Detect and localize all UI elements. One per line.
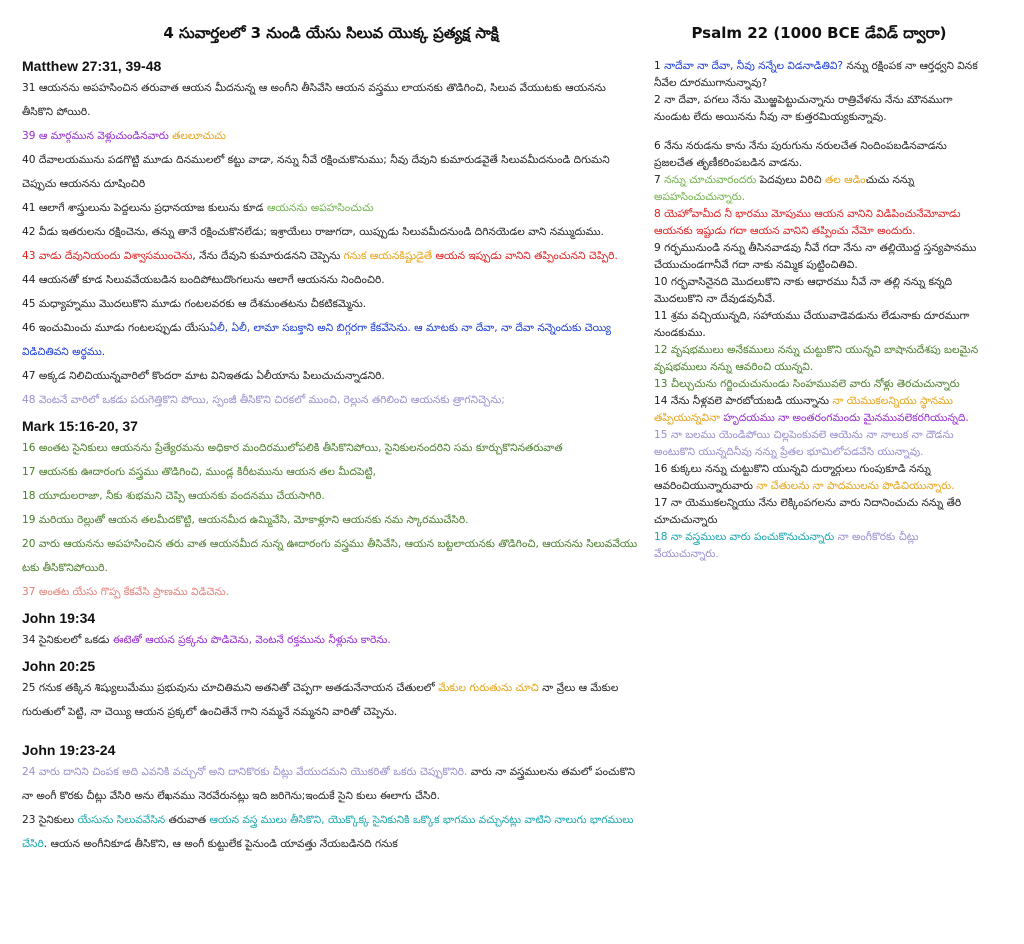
scripture-reference: Matthew 27:31, 39-48 [22, 58, 162, 74]
verse-segment: నాదేవా నా దేవా, నీవు నన్నేల విడనాడితివి? [664, 60, 844, 72]
gospel-verse [22, 460, 640, 484]
verse-segment: నా అంగీకొరకు చీట్లు వేయుచున్నారు. [654, 531, 919, 560]
verse-segment: నన్ను రక్షింపక నా ఆర్తధ్వని వినక నీవేల దూరముగానున్నావు? [654, 60, 978, 89]
verse-segment: 17 నా యెముకలన్నియు నేను లెక్కింపగలను వారు నిదానించుచు నన్ను తేరి చూచుచున్నారు [654, 497, 962, 526]
verse-segment: నా యెముకలన్నియు స్థానము తప్పియున్నవినా [654, 395, 953, 424]
psalm-verse [654, 342, 984, 376]
verse-segment: 43 వాడు దేవునియందు విశ్వాసముంచెను [22, 250, 193, 262]
gospel-verse [22, 628, 640, 652]
verse-spacer [654, 126, 984, 138]
verse-segment: తల ఆడిం [825, 174, 866, 186]
verse-segment: 41 ఆలాగే శాస్త్రులును పెద్దలును ప్రధానయాజ కులును కూడ [22, 202, 267, 214]
verse-segment: , నేను దేవుని కుమారుడనని చెప్పెను [192, 250, 344, 262]
verse-segment: 11 శ్రమ వచ్చియున్నది, సహాయము చేయువాడెవడును లేడునాకు దూరముగా నుండకుము. [654, 310, 970, 339]
verse-segment: . ఆయన అంగీనికూడ తీసికొని, ఆ అంగీ కుట్టులేక పైనుండి యావత్తు నేయబడినది గనుక [43, 838, 398, 850]
verse-segment: 48 వెంటనే వారిలో ఒకడు పరుగెత్తికొని పోయి, స్పంజీ తీసికొని చిరకలో ముంచి, రెల్లున తగిలించి ఆయనకు త్రాగనిచ్చెను; [22, 394, 505, 406]
scripture-reference: Mark 15:16-20, 37 [22, 418, 138, 434]
verse-segment: 16 అంతట సైనికులు ఆయనను ప్రేత్యేరమను అధికార మందిరములోపలికి తీసికొనిపోయి, సైనికులనందరిని సమ కూర్చుకొనినతరువాత [22, 442, 563, 454]
gospel-verse [22, 76, 640, 124]
gospels-column [22, 0, 640, 856]
verse-segment: 37 [22, 586, 39, 598]
verse-segment: 16 కుక్కలు నన్ను చుట్టుకొని యున్నవి దుర్మార్గులు గుంపుకూడి నన్ను ఆవరించియున్నారువారు [654, 463, 931, 492]
verse-segment: నన్ను చూచువారందరు [664, 174, 757, 186]
verse-segment: 17 ఆయనకు ఊదారంగు వస్త్రము తొడిగించి, ముండ్ల కిరీటమును ఆయన తల మీదపెట్టి, [22, 466, 377, 478]
psalm-verse [654, 461, 984, 495]
verse-segment: చుచు నన్ను [865, 174, 915, 186]
verse-segment: నా చేతులను నా పాదములను పొడిచియున్నారు. [756, 480, 955, 492]
verse-segment: 8 యెహోవామీద నీ భారము మోపుము ఆయన వానిని విడిపించునేమోవాడు ఆయనకు ఇష్టుడు గదా ఆయన వానిని తప్పించు నేమో అందురు. [654, 208, 961, 237]
gospel-verse [22, 220, 640, 244]
verse-segment: 45 మధ్యాహ్నము మొదలుకొని మూడు గంటలవరకు ఆ దేశమంతటను చీకటికమ్మెను. [22, 298, 367, 310]
verse-segment: 18 యూదులరాజా, నీకు శుభమని చెప్పి ఆయనకు వందనము చేయసాగిరి. [22, 490, 325, 502]
verse-segment: 2 నా దేవా, పగలు నేను మొఱ్ఱపెట్టుచున్నాను రాత్రివేళను నేను మౌనముగా నుండుట లేదు అయినను నీవు నా కుత్తరమియ్యకున్నావు. [654, 94, 953, 123]
verse-segment: తరువాత [165, 814, 210, 826]
psalm-verse [654, 308, 984, 342]
gospel-verse [22, 808, 640, 856]
verse-segment: 19 మరియు రెల్లుతో ఆయన తలమీదకొట్టి, ఆయనమీద ఉమ్మివేసి, మోకాళ్లూని ఆయనకు నమ స్కారముచేసిరి. [22, 514, 469, 526]
gospel-verse [22, 436, 640, 460]
psalm-verse [654, 274, 984, 308]
verse-segment: 44 ఆయనతో కూడ సిలువవేయబడిన బందిపోటుదొంగలును ఆలాగే ఆయనను నిందించిరి. [22, 274, 385, 286]
scripture-reference: John 19:23-24 [22, 742, 116, 758]
verse-segment: 24 వారు దానిని చింపక అది ఎవనికి వచ్చునో అని దానికొరకు చీట్లు వేయుదమని యొకరితో ఒకరు చెప్పుకొనిరి. [22, 766, 468, 778]
psalm-verse [654, 206, 984, 240]
verse-segment: వారు నా వస్త్రములను తమలో పంచుకొని నా అంగీ కొరకు చీట్లు వేసిరి అను లేఖనము నెరవేరునట్లు ఇది జరిగెను;ఇందుకే సైని కులు ఈలాగు చేసిరి. [22, 766, 636, 802]
psalm-title: Psalm 22 (1000 BCE డేవిడ్ ద్వారా) [691, 24, 947, 42]
psalm-verse [654, 427, 984, 461]
gospel-verse [22, 364, 640, 388]
verse-segment: యేసును సిలువవేసిన [77, 814, 166, 826]
verse-segment: ఈటెతో ఆయన ప్రక్కను పొడిచెను, వెంటనే రక్తమును నీళ్లును కారెను. [112, 634, 391, 646]
gospels-title: 4 సువార్తలలో 3 నుండి యేసు సిలువ యొక్క ప్రత్యక్ష సాక్షి [163, 24, 499, 42]
verse-segment: 34 సైనికులలో ఒకడు [22, 634, 113, 646]
gospel-verse [22, 484, 640, 508]
scripture-reference: John 19:34 [22, 610, 96, 626]
verse-segment: 12 వృషభములు అనేకములు నన్ను చుట్టుకొని యున్నవి బాషానుదేశపు బలమైన వృషభములు నన్ను ఆవరించి యున్నవి. [654, 344, 979, 373]
verse-segment: 6 నేను నరుడను కాను నేను పురుగును నరులచేత నిందింపబడినవాడను ప్రజలచేత తృణీకరింపబడిన వాడను. [654, 140, 947, 169]
verse-segment: 31 ఆయనను అపహసించిన తరువాత ఆయన మీదనున్న ఆ అంగీని తీసివేసి ఆయన వస్త్రము లాయనకు తొడిగించి, సిలువ వేయుటకు ఆయనను తీసికొని పోయిరి. [22, 82, 606, 118]
scripture-reference: John 20:25 [22, 658, 96, 674]
gospel-verse [22, 268, 640, 292]
verse-segment: గనుక ఆయనకిష్టుడైతే [343, 250, 436, 262]
gospel-verse [22, 292, 640, 316]
verse-segment: 25 గనుక తక్కిన శిష్యులుమేము ప్రభువును చూచితిమని అతనితో చెప్పగా అతడునేనాయన చేతులలో [22, 682, 439, 694]
gospel-verse [22, 676, 640, 724]
verse-segment: తలలూచుచు [172, 130, 226, 142]
verse-segment: 10 గర్భవాసినైనది మొదలుకొని నాకు ఆధారము నీవే నా తల్లి నన్ను కన్నది మొదలుకొని నా దేవుడవునీవే. [654, 276, 953, 305]
verse-segment: 13 చీల్చుచును గర్జించుచునుండు సింహమువలె వారు నోళ్లు తెరచుచున్నారు [654, 378, 960, 390]
psalm-verse [654, 172, 984, 206]
gospel-verse [22, 316, 640, 364]
verse-segment: 20 వారు ఆయనను అపహసించిన తరు వాత ఆయనమీద నున్న ఊదారంగు వస్త్రము తీసివేసి, ఆయన బట్టలాయనకు తొడిగించి, ఆయనను సిలువవేయు టకు తీసికొనిపోయిరి. [22, 538, 638, 574]
gospel-verse [22, 760, 640, 808]
psalm-verse [654, 393, 984, 427]
verse-segment: ఏలీ, ఏలీ, లామా సబక్తాని అని బిగ్గరగా కేకవేసెను. ఆ మాటకు నా దేవా, నా దేవా నన్నెందుకు చెయ్యి విడిచితివని అర్థము. [22, 322, 612, 358]
verse-segment: 40 దేవాలయమును పడగొట్టి మూడు దినములలో కట్టు వాడా, నన్ను నీవే రక్షించుకొనుము; నీవు దేవుని కుమారుడవైతే సిలువమీదనుండి దిగుమని చెప్పుచు ఆయనను దూషించిరి [22, 154, 610, 190]
gospel-verse [22, 508, 640, 532]
psalm-verse [654, 58, 984, 92]
gospel-verse [22, 148, 640, 196]
verse-segment: హృదయము నా అంతరంగమందు మైనమువలెకరగియున్నది. [720, 412, 969, 424]
psalm-verse [654, 240, 984, 274]
verse-segment: 1 [654, 60, 665, 72]
psalm-verse [654, 495, 984, 529]
verse-segment: పెదవులు విరిచి [756, 174, 826, 186]
psalm-verse [654, 376, 984, 393]
verse-segment: 42 వీడు ఇతరులను రక్షించెను, తన్ను తానే రక్షించుకొనలేడు; ఇశ్రాయేలు రాజుగదా, యిప్పుడు సిలువమీదనుండి దిగినయెడల వాని నమ్ముదుము. [22, 226, 604, 238]
verse-segment: 9 గర్భమునుండి నన్ను తీసినవాడవు నీవే గదా నేను నా తల్లియొద్ద స్తన్యపానము చేయుచుండగానీవే గదా నాకు నమ్మిక పుట్టించితివి. [654, 242, 977, 271]
verse-segment: ఆయనను అపహసించుచు [266, 202, 374, 214]
gospel-verse [22, 196, 640, 220]
verse-segment: నా వ్రేలు ఆ మేకుల గురుతులో పెట్టి, నా చెయ్యి ఆయన ప్రక్కలో ఉంచితేనే గాని నమ్మనే నమ్మనని వారితో చెప్పెను. [22, 682, 619, 718]
verse-segment: 46 ఇంచుమించు మూడు గంటలప్పుడు యేసు [22, 322, 210, 334]
verse-segment: మేకుల గురుతును చూచి [438, 682, 539, 694]
psalm-body [654, 58, 984, 563]
verse-segment: ఆ మార్గమున వెళ్లుచుండినవారు [38, 130, 173, 142]
psalm-verse [654, 92, 984, 126]
psalm-column [654, 0, 984, 563]
verse-segment: ఆయన వస్త్ర ములు తీసికొని, యొక్కొక్క సైనికునికి ఒక్కొక భాగము వచ్చునట్లు వాటిని నాలుగు భాగములు చేసిరి [22, 814, 634, 850]
verse-segment: అపహసించుచున్నారు. [654, 191, 746, 203]
verse-segment: 15 నా బలము యెండిపోయి చిల్లపెంకువలె ఆయెను నా నాలుక నా దౌడను అంటుకొని యున్నదినీవు నన్ను ప్రేతల భూమిలోపడవేసి యున్నావు. [654, 429, 954, 458]
section-spacer [22, 724, 640, 736]
verse-segment: 14 నేను నీళ్లవలె పారబోయబడి యున్నాను [654, 395, 833, 407]
gospel-verse [22, 532, 640, 580]
gospels-body [22, 58, 640, 856]
psalm-verse [654, 529, 984, 563]
verse-segment: 23 సైనికులు [22, 814, 78, 826]
verse-segment: 18 నా వస్త్రములు వారు పంచుకొనుచున్నారు [654, 531, 835, 543]
gospel-verse [22, 124, 640, 148]
verse-segment: 39 [22, 130, 39, 142]
verse-segment: ఆయన ఇప్పుడు వానిని తప్పించునని చెప్పిరి. [435, 250, 618, 262]
verse-segment: 47 అక్కడ నిలిచియున్నవారిలో కొందరా మాట వినిఇతడు ఏలీయాను పిలుచుచున్నాడనిరి. [22, 370, 385, 382]
gospel-verse [22, 244, 640, 268]
gospel-verse [22, 580, 640, 604]
gospel-verse [22, 388, 640, 412]
verse-segment: 7 [654, 174, 665, 186]
psalm-verse [654, 138, 984, 172]
verse-segment: అంతట యేసు గొప్ప కేకవేసి ప్రాణము విడిచెను. [38, 586, 229, 598]
